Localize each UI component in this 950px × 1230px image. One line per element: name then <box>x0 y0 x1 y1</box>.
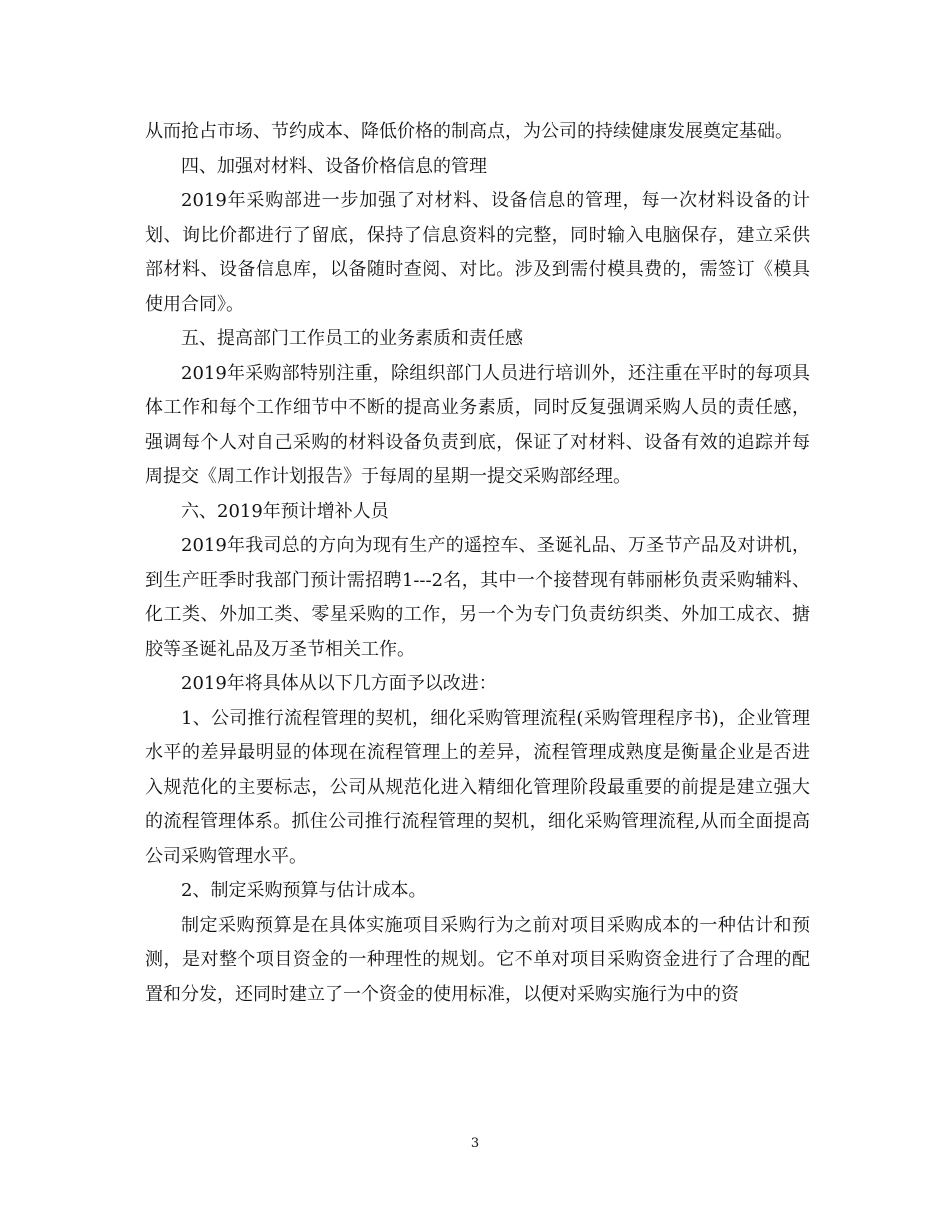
paragraph: 2019年我司总的方向为现有生产的遥控车、圣诞礼品、万圣节产品及对讲机，到生产旺季时我部门预计需招聘1---2名，其中一个接替现有韩丽彬负责采购辅料、化工类、外加工类、零星采购的工作，另一个为专门负责纺织类、外加工成衣、搪胶等圣诞礼品及万圣节相关工作。 <box>145 535 810 660</box>
list-item-1: 1、公司推行流程管理的契机，细化采购管理流程(采购管理程序书)，企业管理水平的差异最明显的体现在流程管理上的差异，流程管理成熟度是衡量企业是否进入规范化的主要标志，公司从规范化进入精细化管理阶段最重要的前提是建立强大的流程管理体系。抓住公司推行流程管理的契机，细化采购管理流程,从而全面提高公司采购管理水平。 <box>145 707 810 867</box>
section-heading-5: 五、提高部门工作员工的业务素质和责任感 <box>181 328 523 349</box>
paragraph: 制定采购预算是在具体实施项目采购行为之前对项目采购成本的一种估计和预测，是对整个项目资金的一种理性的规划。它不单对项目采购资金进行了合理的配置和分发，还同时建立了一个资金的使用标准，以便对采购实施行为中的资 <box>145 914 810 1005</box>
document-body <box>145 115 810 1012</box>
list-item-2: 2、制定采购预算与估计成本。 <box>181 880 427 901</box>
section-heading-4: 四、加强对材料、设备价格信息的管理 <box>181 155 487 177</box>
paragraph: 2019年将具体从以下几方面予以改进： <box>181 673 497 694</box>
paragraph: 2019年采购部进一步加强了对材料、设备信息的管理，每一次材料设备的计划、询比价都进行了留底，保持了信息资料的完整，同时输入电脑保存，建立采供部材料、设备信息库，以备随时查阅、对比。涉及到需付模具费的，需签订《模具使用合同》。 <box>145 190 810 315</box>
paragraph: 2019年采购部特别注重，除组织部门人员进行培训外，还注重在平时的每项具体工作和每个工作细节中不断的提高业务素质，同时反复强调采购人员的责任感，强调每个人对自己采购的材料设备负责到底，保证了对材料、设备有效的追踪并每周提交《周工作计划报告》于每周的星期一提交采购部经理。 <box>145 362 810 487</box>
paragraph-continuation: 从而抢占市场、节约成本、降低价格的制高点，为公司的持续健康发展奠定基础。 <box>145 121 793 142</box>
page-number: 3 <box>470 1136 480 1151</box>
section-heading-6: 六、2019年预计增补人员 <box>181 500 389 522</box>
